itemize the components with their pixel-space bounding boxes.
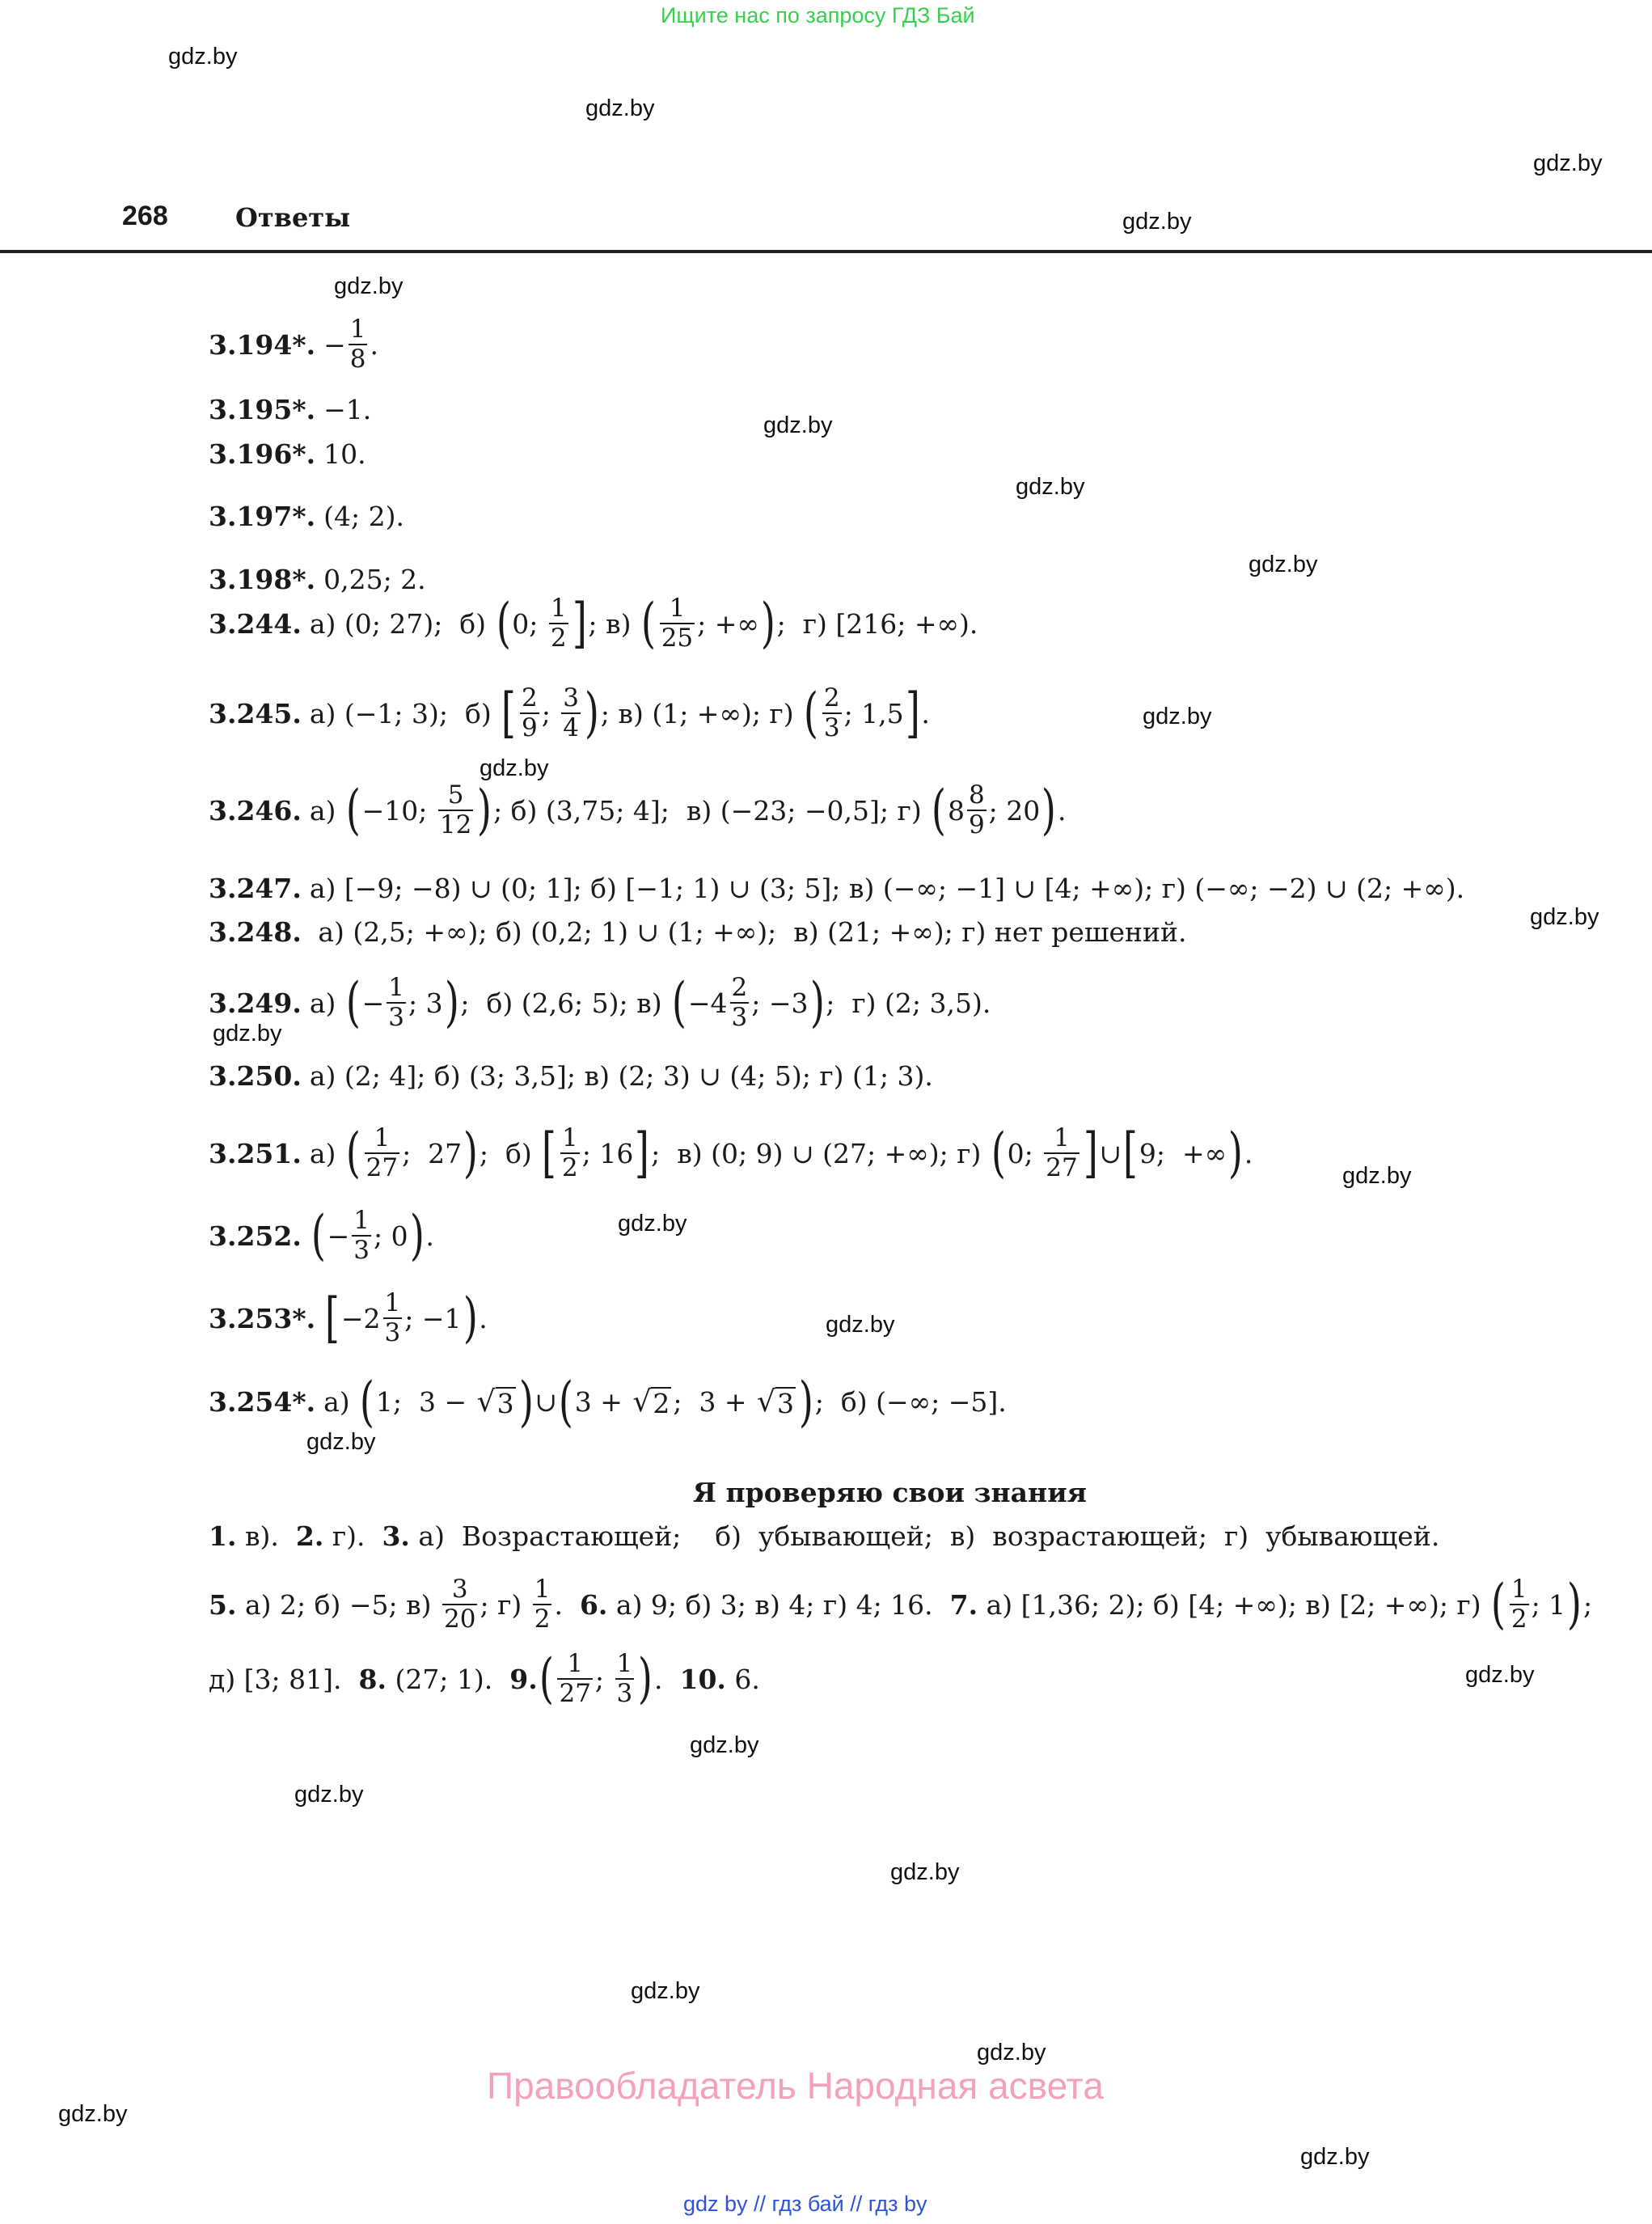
watermark: gdz.by	[585, 95, 655, 121]
check-line-3: д) [3; 81]. 8. (27; 1). 9. ( $\frac{1}{27}$ ; $\frac{1}{3}$ ) . 10. 6.	[209, 1647, 760, 1710]
watermark: gdz.by	[690, 1732, 759, 1758]
watermark: gdz.by	[213, 1021, 282, 1046]
answer-3-198: 3.198*. 0,25; 2.	[209, 564, 426, 595]
fraction: $\frac{1}{3}$	[616, 1649, 633, 1708]
watermark: gdz.by	[618, 1211, 687, 1237]
search-banner: Ищите нас по запросу ГДЗ Бай	[661, 3, 975, 27]
watermark: gdz.by	[1249, 552, 1318, 577]
watermark: gdz.by	[763, 412, 833, 438]
watermark: gdz.by	[1143, 704, 1212, 729]
fraction: $\frac{1}{2}$	[550, 594, 567, 653]
copyright-holder: Правообладатель Народная асвета	[487, 2065, 1104, 2107]
watermark: gdz.by	[631, 1978, 700, 2004]
answer-3-194: 3.194*. − $\frac{1}{8}$ .	[209, 315, 378, 374]
answer-3-249: 3.249. а) ( − $\frac{1}{3}$ ; 3 ) ; б) (2,6; 5); в) ( −4 $\frac{2}{3}$ ; −3 ) ; г) (2; 3,5).	[209, 971, 991, 1034]
check-line-1: 1. в). 2. г). 3. а) Возрастающей; б) убывающей; в) возрастающей; г) убывающей.	[209, 1520, 1440, 1552]
watermark: gdz.by	[1530, 904, 1599, 930]
square-root: √ 2	[632, 1385, 670, 1420]
watermark: gdz.by	[306, 1429, 376, 1455]
watermark: gdz.by	[168, 44, 238, 70]
answer-3-196: 3.196*. 10.	[209, 438, 366, 470]
fraction: $\frac{2}{9}$	[521, 683, 538, 742]
page-number: 268	[122, 201, 168, 231]
fraction: $\frac{2}{3}$	[731, 973, 748, 1032]
watermark: gdz.by	[1300, 2144, 1370, 2170]
square-root: √ 3	[757, 1385, 794, 1420]
fraction: $\frac{1}{25}$	[661, 594, 694, 653]
answer-3-252: 3.252. ( − $\frac{1}{3}$ ; 0 ) .	[209, 1204, 434, 1267]
fraction: $\frac{1}{27}$	[365, 1123, 399, 1182]
fraction: $\frac{1}{2}$	[1510, 1575, 1527, 1634]
watermark: gdz.by	[1016, 474, 1085, 500]
fraction: $\frac{8}{9}$	[968, 780, 985, 839]
fraction: $\frac{1}{27}$	[559, 1649, 591, 1708]
fraction: $\frac{1}{27}$	[1046, 1123, 1078, 1182]
fraction: $\frac{1}{2}$	[534, 1575, 551, 1634]
watermark: gdz.by	[1342, 1163, 1412, 1189]
answer-3-244: 3.244. а) (0; 27); б) ( 0; $\frac{1}{2}$ ] ; в) ( $\frac{1}{25}$ ; +∞ ) ; г) [216; +∞).	[209, 592, 978, 655]
answer-3-250: 3.250. а) (2; 4]; б) (3; 3,5]; в) (2; 3) ∪ (4; 5); г) (1; 3).	[209, 1060, 933, 1092]
watermark: gdz.by	[334, 273, 403, 299]
watermark: gdz.by	[294, 1782, 364, 1808]
answer-3-254: 3.254*. а) ( 1; 3 − √ 3 ) ∪ ( 3 + √ 2 ; 3 + √ 3 ) ; б) (−∞; −5].	[209, 1371, 1007, 1433]
answer-3-251: 3.251. а) ( $\frac{1}{27}$ ; 27 ) ; б) [ $\frac{1}{2}$ ; 16 ] ; в) (0; 9) ∪ (27; +∞); г) ( 0; $\frac{1}{27}$ ] ∪ [ 9; +∞ ) .	[209, 1122, 1253, 1185]
fraction: $\frac{1}{8}$	[349, 315, 366, 374]
fraction: $\frac{3}{20}$	[444, 1575, 476, 1634]
answer-3-248: 3.248. а) (2,5; +∞); б) (0,2; 1) ∪ (1; +∞); в) (21; +∞); г) нет решений.	[209, 916, 1187, 948]
watermark: gdz.by	[1465, 1662, 1535, 1688]
watermark: gdz.by	[1533, 150, 1603, 176]
fraction: $\frac{3}{4}$	[563, 683, 580, 742]
footer-links: gdz by // гдз бай // гдз by	[683, 2192, 927, 2216]
running-title: Ответы	[235, 202, 351, 233]
fraction: $\frac{1}{3}$	[388, 973, 405, 1032]
fraction: $\frac{5}{12}$	[439, 780, 472, 839]
answer-3-245: 3.245. а) (−1; 3); б) [ $\frac{2}{9}$ ; $\frac{3}{4}$ ) ; в) (1; +∞); г) ( $\frac{2}{3}$ ; 1,5 ] .	[209, 682, 930, 745]
header-rule	[0, 250, 1652, 253]
watermark: gdz.by	[58, 2101, 128, 2127]
fraction: $\frac{1}{2}$	[562, 1123, 578, 1182]
watermark: gdz.by	[1122, 209, 1192, 235]
answer-3-246: 3.246. а) ( −10; $\frac{5}{12}$ ) ; б) (3,75; 4]; в) (−23; −0,5]; г) ( 8 $\frac{8}{9}$ ; 20 ) .	[209, 779, 1067, 842]
answer-3-247: 3.247. а) [−9; −8) ∪ (0; 1]; б) [−1; 1) ∪ (3; 5]; в) (−∞; −1] ∪ [4; +∞); г) (−∞; −2) ∪ (2; +∞).	[209, 873, 1465, 904]
watermark: gdz.by	[826, 1312, 895, 1338]
answer-3-197: 3.197*. (4; 2).	[209, 501, 404, 532]
watermark: gdz.by	[890, 1859, 960, 1885]
section-title: Я проверяю свои знания	[692, 1477, 1088, 1508]
square-root: √ 3	[476, 1385, 514, 1420]
watermark: gdz.by	[480, 755, 549, 781]
fraction: $\frac{1}{3}$	[384, 1288, 401, 1347]
answer-3-195: 3.195*. −1.	[209, 394, 372, 425]
fraction: $\frac{1}{3}$	[353, 1206, 370, 1265]
answer-3-253: 3.253*. [ −2 $\frac{1}{3}$ ; −1 ) .	[209, 1287, 488, 1350]
check-line-2: 5. а) 2; б) −5; в) $\frac{3}{20}$ ; г) $\frac{1}{2}$ . 6. а) 9; б) 3; в) 4; г) 4; 16. 7. а) [1,36; 2); б) [4; +∞); в) [2; +∞); г) ( $\frac{1}{2}$ ; 1 ) ;	[209, 1573, 1593, 1636]
watermark: gdz.by	[977, 2040, 1046, 2065]
fraction: $\frac{2}{3}$	[823, 683, 840, 742]
